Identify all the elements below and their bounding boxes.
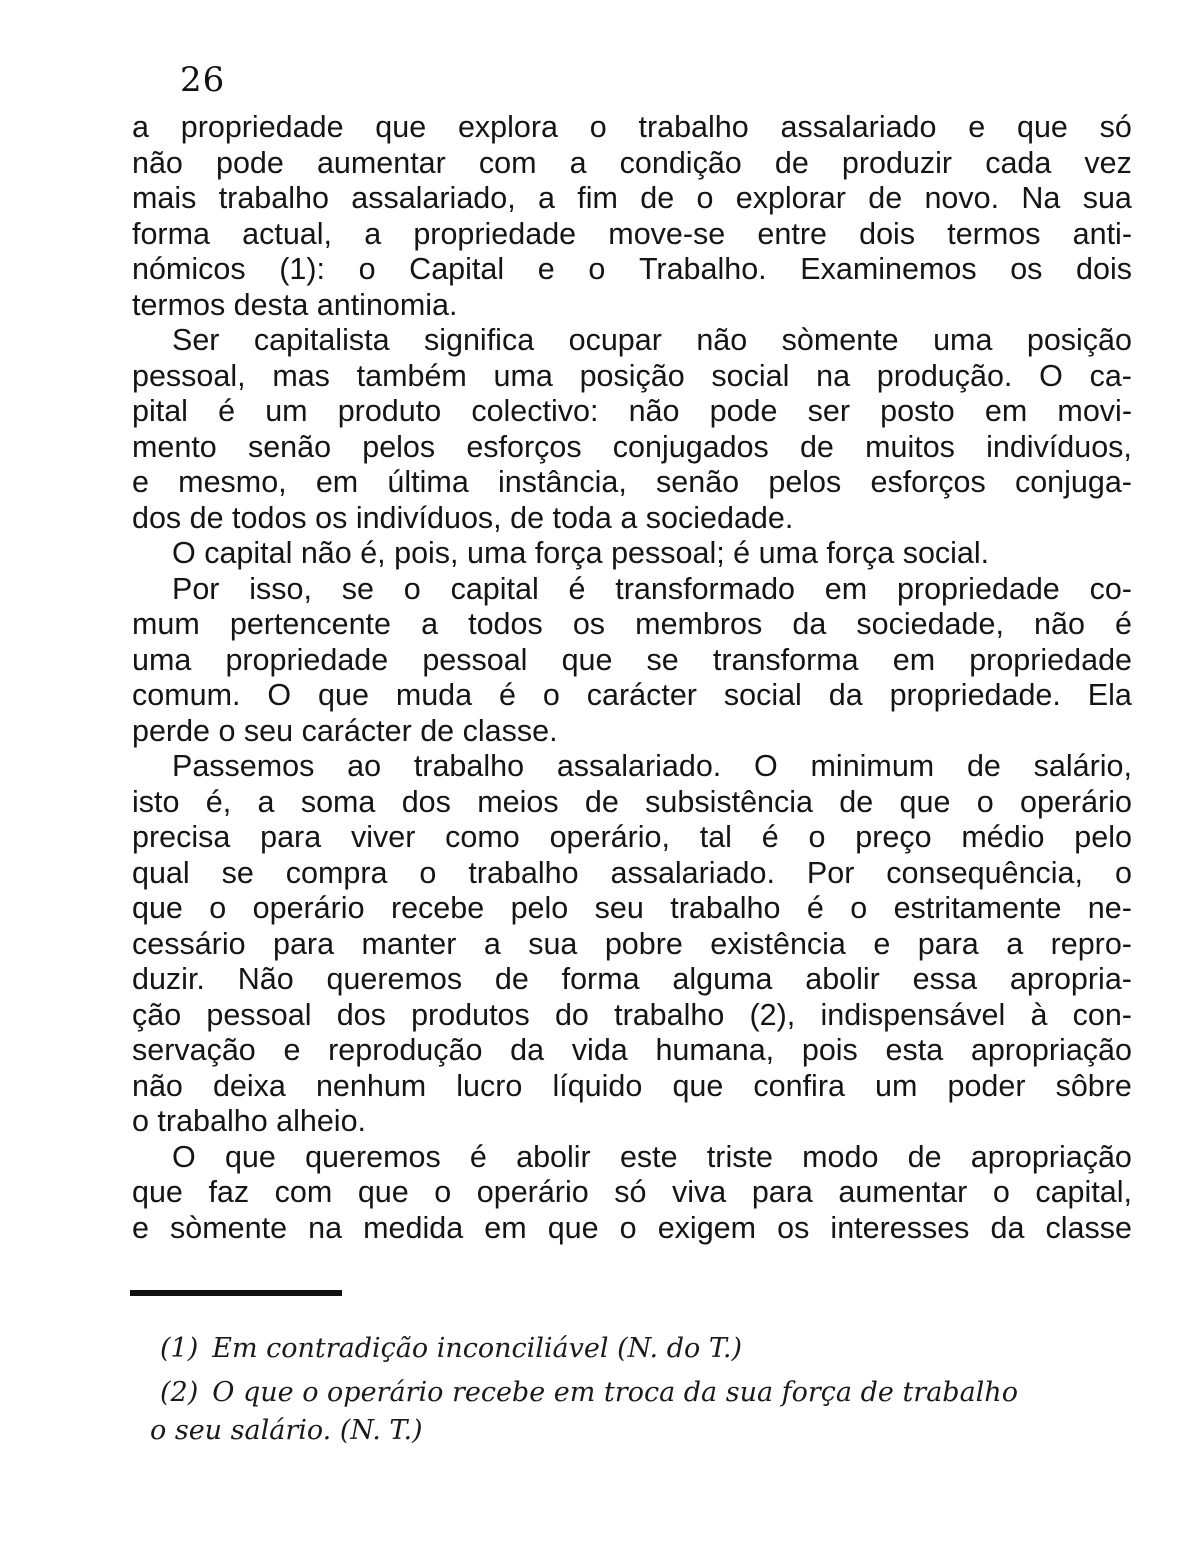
text-line: forma actual, a propriedade move-se entre dois termos anti- xyxy=(132,216,1132,251)
text-line: ção pessoal dos produtos do trabalho (2), indispensável à con- xyxy=(132,997,1132,1032)
footnote-marker: (2) xyxy=(160,1377,199,1408)
text-line: comum. O que muda é o carácter social da propriedade. Ela xyxy=(132,678,1132,712)
text-line: o trabalho alheio. xyxy=(132,1104,367,1138)
text-line: Passemos ao trabalho assalariado. O minimum de salário, xyxy=(172,749,1132,783)
text-line: mais trabalho assalariado, a fim de o explorar de novo. Na sua xyxy=(132,181,1132,215)
text-line: nómicos (1): o Capital e o Trabalho. Examinemos os dois xyxy=(132,252,1132,286)
text-line: servação e reprodução da vida humana, pois esta apropriação xyxy=(132,1033,1132,1067)
footnote-line xyxy=(160,1330,1120,1368)
footnotes xyxy=(150,1330,1120,1450)
text-line: que o operário recebe pelo seu trabalho é o estritamente ne- xyxy=(132,891,1132,925)
text-line: pessoal, mas também uma posição social na produção. O ca- xyxy=(132,358,1132,393)
footnote-divider xyxy=(130,1290,342,1296)
text-line: e mesmo, em última instância, senão pelos esforços conjuga- xyxy=(132,465,1132,499)
footnote xyxy=(150,1374,1120,1450)
text-line: perde o seu carácter de classe. xyxy=(132,713,558,748)
text-line: O capital não é, pois, uma força pessoal; é uma força social. xyxy=(172,536,990,570)
paragraph xyxy=(132,536,1132,572)
footnote-text: Em contradição inconciliável (N. do T.) xyxy=(212,1333,742,1364)
paragraph xyxy=(132,323,1132,536)
text-line: a propriedade que explora o trabalho assalariado e que só xyxy=(132,110,1132,144)
text-line: Ser capitalista significa ocupar não sòmente uma posição xyxy=(172,323,1132,357)
paragraph xyxy=(132,110,1132,323)
paragraph xyxy=(132,1140,1132,1247)
paragraph xyxy=(132,572,1132,750)
text-line: não pode aumentar com a condição de produzir cada vez xyxy=(132,145,1132,180)
footnote-line xyxy=(160,1374,1120,1412)
body-text xyxy=(132,110,1132,1246)
page-number: 26 xyxy=(180,60,226,100)
text-line: duzir. Não queremos de forma alguma abolir essa apropria- xyxy=(132,962,1132,996)
text-line: qual se compra o trabalho assalariado. Por consequência, o xyxy=(132,855,1132,890)
text-line: e sòmente na medida em que o exigem os interesses da classe xyxy=(132,1210,1132,1245)
text-line: mento senão pelos esforços conjugados de muitos indivíduos, xyxy=(132,429,1132,464)
text-line: pital é um produto colectivo: não pode ser posto em movi- xyxy=(132,394,1132,428)
text-line: precisa para viver como operário, tal é o preço médio pelo xyxy=(132,820,1132,854)
text-line: O que queremos é abolir este triste modo de apropriação xyxy=(172,1139,1132,1174)
footnote-line xyxy=(150,1412,1120,1450)
paragraph xyxy=(132,749,1132,1140)
footnote-marker: (1) xyxy=(160,1333,199,1364)
text-line: que faz com que o operário só viva para aumentar o capital, xyxy=(132,1175,1132,1209)
footnote-text: o seu salário. (N. T.) xyxy=(150,1415,423,1446)
text-line: termos desta antinomia. xyxy=(132,287,458,322)
footnote xyxy=(160,1330,1120,1368)
text-line: mum pertencente a todos os membros da sociedade, não é xyxy=(132,607,1132,641)
footnote-text: O que o operário recebe em troca da sua força de trabalho xyxy=(212,1377,1018,1408)
text-line: dos de todos os indivíduos, de toda a sociedade. xyxy=(132,500,794,535)
text-line: uma propriedade pessoal que se transforma em propriedade xyxy=(132,642,1132,677)
text-line: isto é, a soma dos meios de subsistência de que o operário xyxy=(132,784,1132,819)
text-line: Por isso, se o capital é transformado em propriedade co- xyxy=(172,571,1132,606)
text-line: cessário para manter a sua pobre existência e para a repro- xyxy=(132,926,1132,961)
text-line: não deixa nenhum lucro líquido que confira um poder sôbre xyxy=(132,1068,1132,1103)
